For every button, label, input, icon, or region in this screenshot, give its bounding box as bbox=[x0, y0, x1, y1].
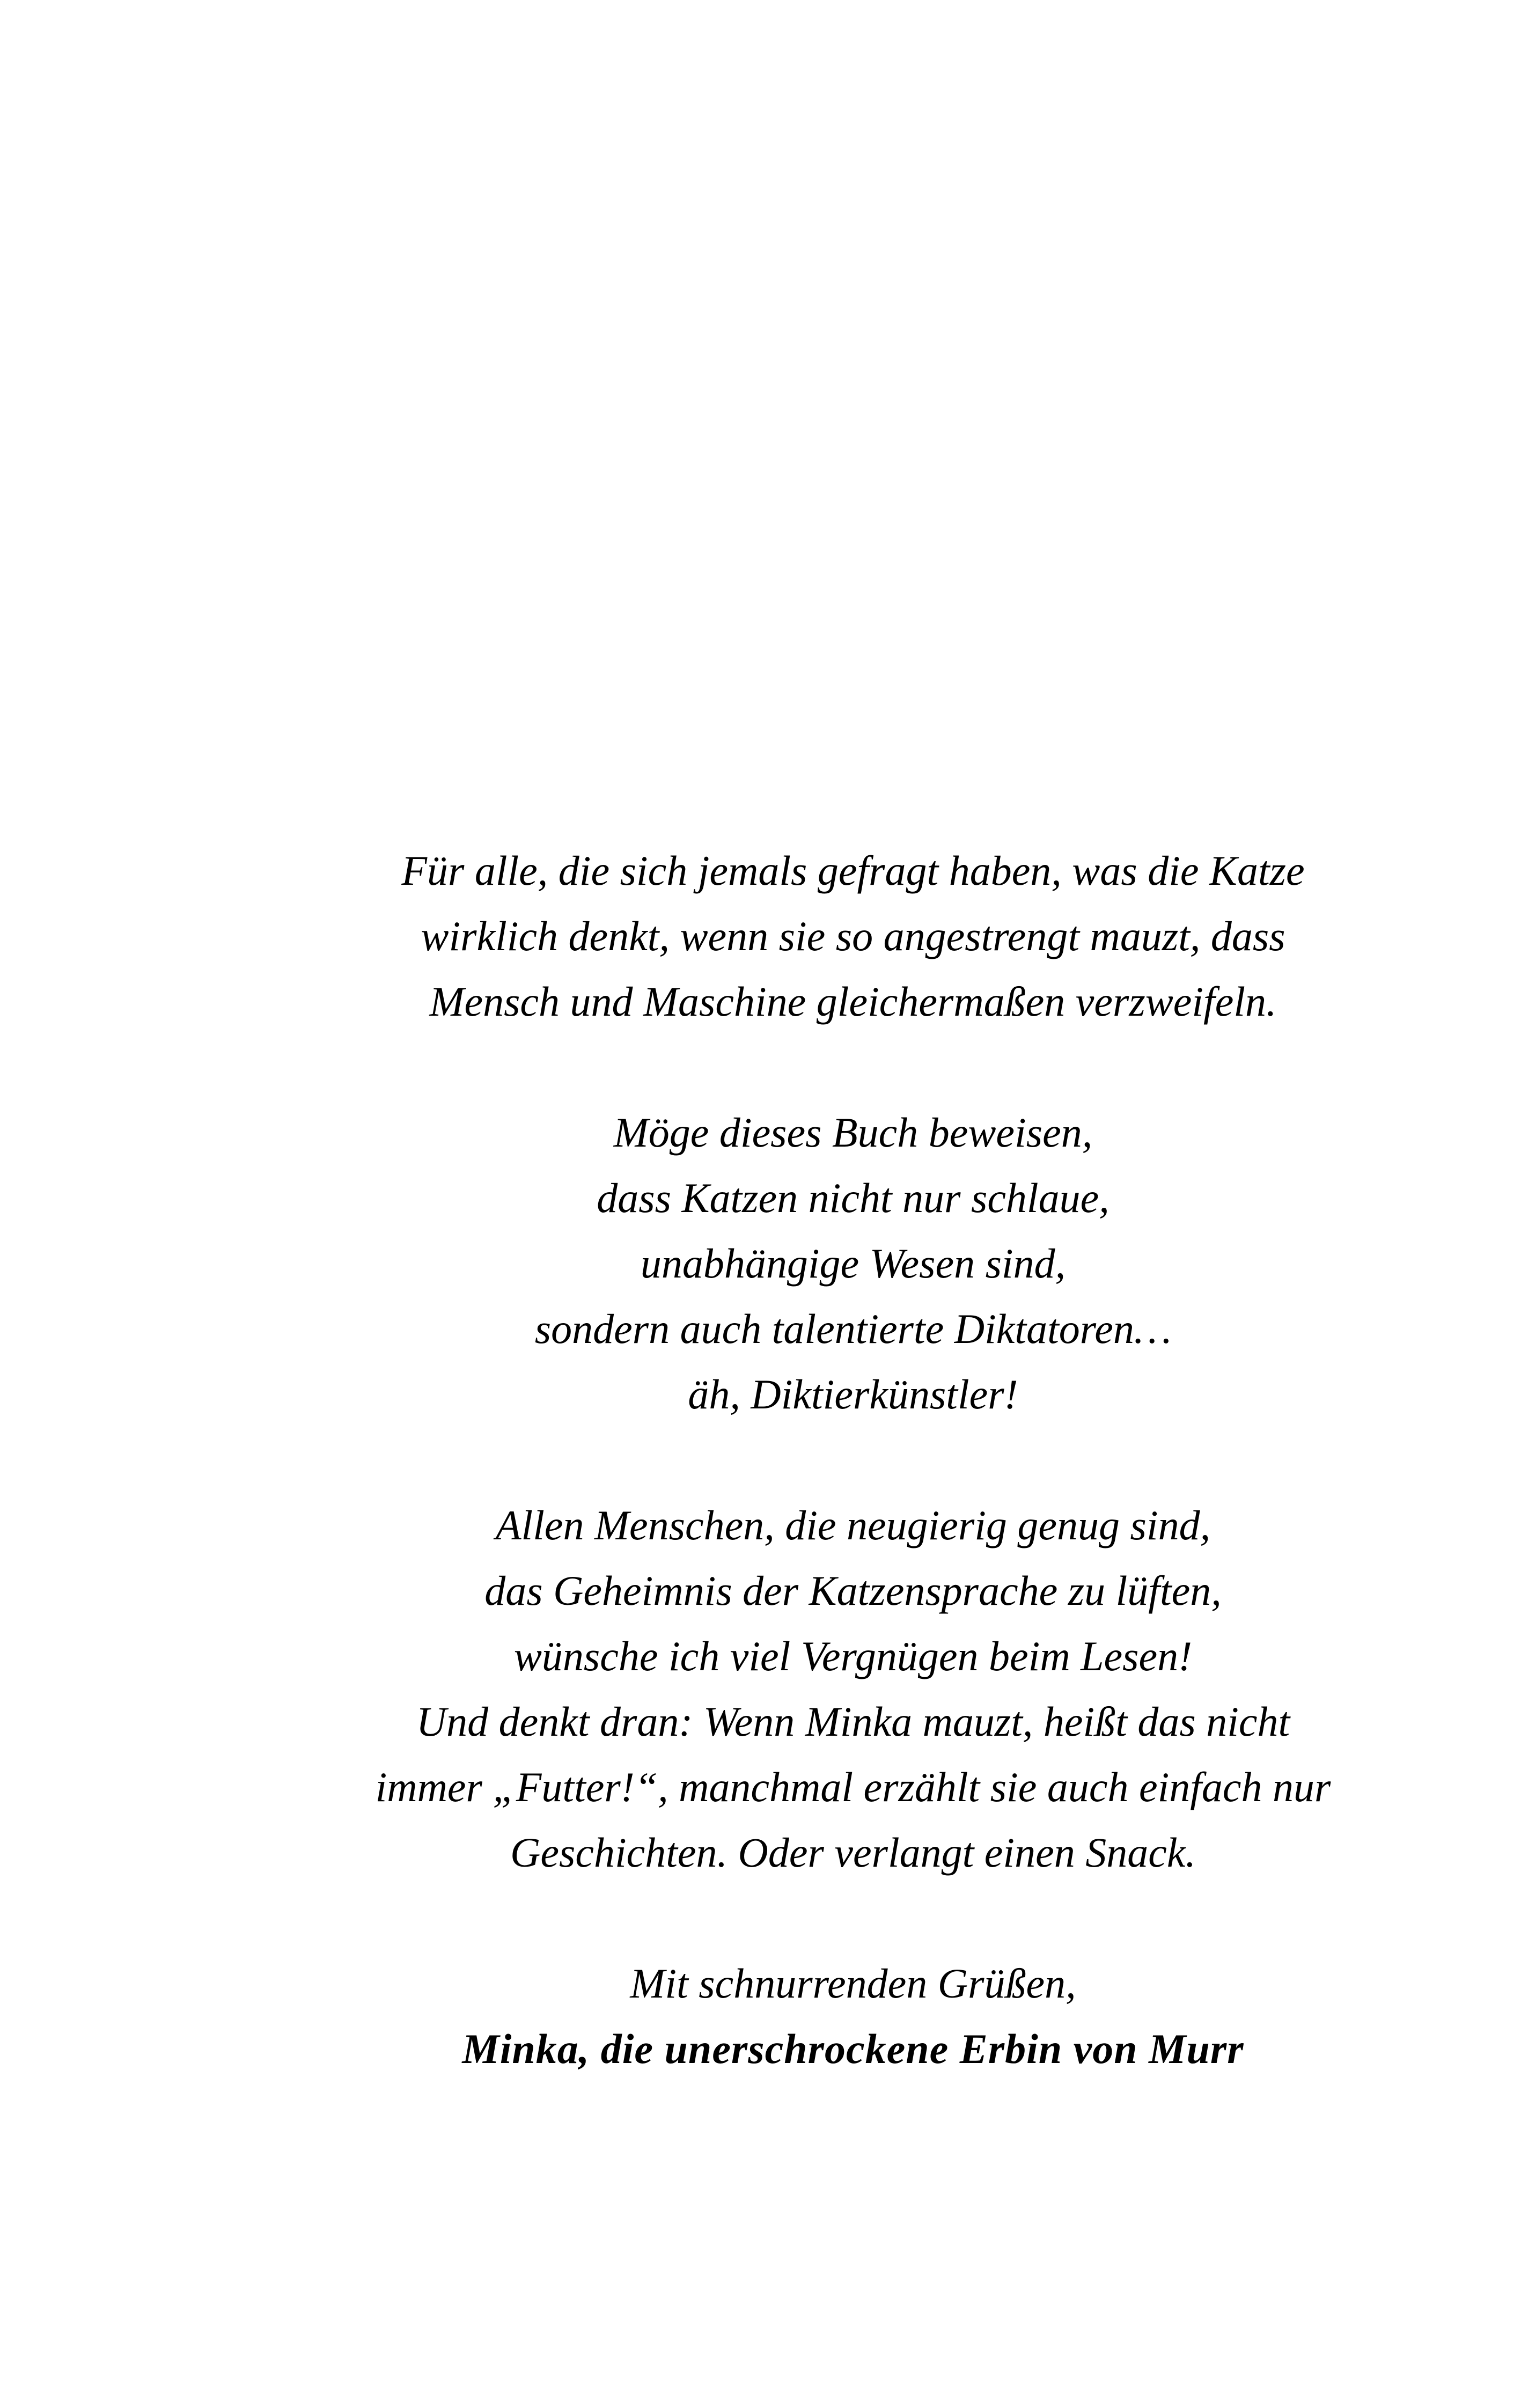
dedication-signature-line: Minka, die unerschrockene Erbin von Murr bbox=[462, 2025, 1244, 2072]
dedication-line: das Geheimnis der Katzensprache zu lüften, bbox=[484, 1567, 1222, 1614]
dedication-paragraph-2 bbox=[236, 1100, 1470, 1427]
dedication-line: wünsche ich viel Vergnügen beim Lesen! bbox=[513, 1633, 1193, 1679]
dedication-line: sondern auch talentierte Diktatoren… bbox=[534, 1305, 1172, 1352]
dedication-line: Mensch und Maschine gleichermaßen verzweifeln. bbox=[429, 978, 1277, 1025]
dedication-line: Für alle, die sich jemals gefragt haben, was die Katze bbox=[401, 847, 1305, 894]
dedication-text-block bbox=[236, 838, 1470, 2082]
dedication-line: Allen Menschen, die neugierig genug sind, bbox=[495, 1502, 1211, 1548]
dedication-line: dass Katzen nicht nur schlaue, bbox=[597, 1174, 1109, 1221]
dedication-closing-line: Mit schnurrenden Grüßen, bbox=[630, 1960, 1076, 2007]
dedication-paragraph-4 bbox=[236, 1951, 1470, 2082]
dedication-paragraph-3 bbox=[236, 1493, 1470, 1885]
dedication-line: wirklich denkt, wenn sie so angestrengt mauzt, dass bbox=[421, 913, 1285, 959]
dedication-line: Möge dieses Buch beweisen, bbox=[613, 1109, 1093, 1156]
dedication-line: immer „Futter!“, manchmal erzählt sie auch einfach nur bbox=[375, 1764, 1331, 1810]
dedication-line: Und denkt dran: Wenn Minka mauzt, heißt das nicht bbox=[416, 1698, 1290, 1745]
dedication-line: Geschichten. Oder verlangt einen Snack. bbox=[510, 1829, 1196, 1876]
dedication-paragraph-1 bbox=[236, 838, 1470, 1034]
dedication-line: unabhängige Wesen sind, bbox=[640, 1240, 1066, 1287]
dedication-line: äh, Diktierkünstler! bbox=[688, 1371, 1018, 1418]
